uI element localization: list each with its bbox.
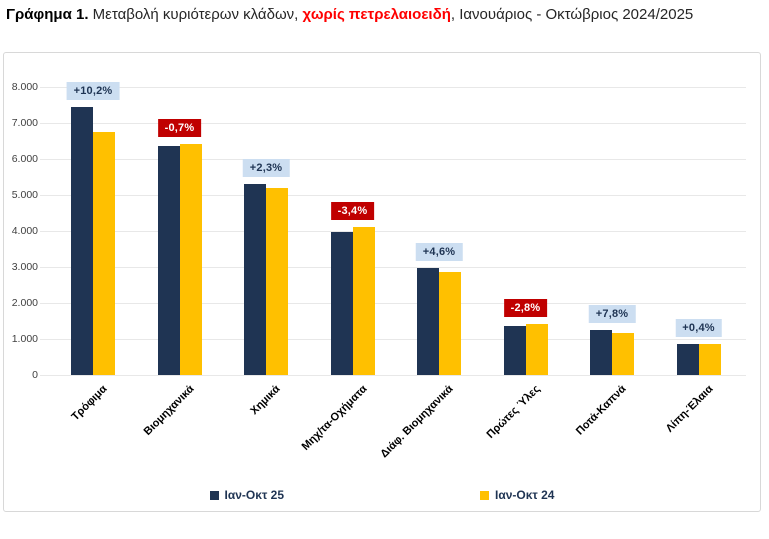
- title-text-before: Μεταβολή κυριότερων κλάδων,: [88, 6, 303, 23]
- grid-line: [40, 267, 746, 268]
- change-label: -2,8%: [504, 299, 548, 317]
- bar-ian-okt-24: [526, 324, 548, 375]
- bar-ian-okt-25: [590, 330, 612, 375]
- grid-line: [40, 195, 746, 196]
- chart-number: Γράφημα 1.: [6, 6, 89, 23]
- change-label: +4,6%: [416, 243, 463, 261]
- grid-line: [40, 303, 746, 304]
- change-label: +0,4%: [675, 319, 722, 337]
- y-axis-tick-label: 8.000: [11, 81, 38, 93]
- y-axis-tick-label: 6.000: [11, 153, 38, 165]
- change-label: +2,3%: [243, 159, 290, 177]
- y-axis-tick-label: 0: [32, 369, 38, 381]
- bar-ian-okt-25: [158, 146, 180, 376]
- x-axis-category-label: Λίπη-Έλαια: [663, 383, 715, 435]
- legend-label: Ιαν-Οκτ 24: [495, 488, 555, 502]
- chart-frame: [3, 52, 761, 512]
- legend-item: [480, 488, 554, 502]
- title-highlight: χωρίς πετρελαιοειδή: [302, 6, 451, 23]
- bar-ian-okt-24: [699, 344, 721, 375]
- legend: [4, 488, 760, 502]
- bar-ian-okt-24: [439, 272, 461, 375]
- y-axis-tick-label: 3.000: [11, 261, 38, 273]
- legend-label: Ιαν-Οκτ 25: [224, 488, 284, 502]
- y-axis-tick-label: 4.000: [11, 225, 38, 237]
- legend-marker: [210, 491, 219, 500]
- chart-heading: [6, 6, 693, 23]
- bar-ian-okt-25: [504, 326, 526, 375]
- bar-ian-okt-24: [612, 333, 634, 375]
- bar-ian-okt-24: [353, 227, 375, 375]
- y-axis-tick-label: 2.000: [11, 297, 38, 309]
- title-text-after: , Ιανουάριος - Οκτώβριος 2024/2025: [450, 6, 694, 23]
- change-label: +10,2%: [67, 82, 120, 100]
- x-axis-category-label: Μηχ/τα-Οχήματα: [299, 383, 369, 453]
- bar-ian-okt-24: [93, 132, 115, 375]
- change-label: -3,4%: [331, 202, 375, 220]
- x-axis-category-label: Ποτά-Καπνά: [573, 383, 629, 438]
- x-axis-category-label: Χημικά: [248, 383, 283, 418]
- bar-ian-okt-25: [331, 232, 353, 375]
- bar-ian-okt-24: [266, 188, 288, 375]
- grid-line: [40, 231, 746, 232]
- y-axis-tick-label: 5.000: [11, 189, 38, 201]
- bar-ian-okt-25: [71, 107, 93, 375]
- bar-ian-okt-24: [180, 144, 202, 375]
- x-axis-category-label: Βιομηχανικά: [141, 383, 196, 438]
- grid-line: [40, 375, 746, 376]
- legend-item: [210, 488, 284, 502]
- grid-line: [40, 339, 746, 340]
- change-label: -0,7%: [158, 119, 202, 137]
- grid-line: [40, 123, 746, 124]
- x-axis-category-label: Τρόφιμα: [69, 383, 110, 424]
- change-label: +7,8%: [589, 305, 636, 323]
- grid-line: [40, 87, 746, 88]
- y-axis-tick-label: 7.000: [11, 117, 38, 129]
- bar-ian-okt-25: [417, 268, 439, 375]
- x-axis-category-label: Διάφ. Βιομηχανικά: [378, 383, 456, 461]
- x-axis-category-label: Πρώτες Ύλες: [484, 383, 542, 441]
- grid-line: [40, 159, 746, 160]
- legend-marker: [480, 491, 489, 500]
- bar-ian-okt-25: [244, 184, 266, 375]
- bar-ian-okt-25: [677, 344, 699, 375]
- y-axis-tick-label: 1.000: [11, 333, 38, 345]
